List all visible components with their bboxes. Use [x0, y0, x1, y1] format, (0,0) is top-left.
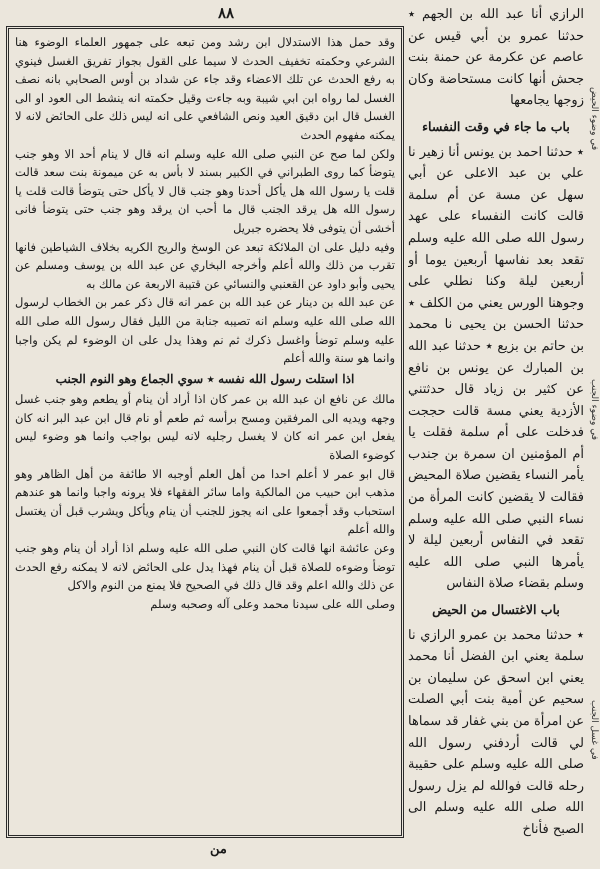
page-number: ٨٨	[218, 4, 235, 22]
commentary-section-title: اذا استلت رسول الله نفسه ٭ سوي الجماع وهو النوم الجنب	[55, 371, 355, 386]
main-text-column	[408, 4, 584, 854]
chapter-heading: باب الاغتسال من الحيض	[432, 602, 560, 618]
margin-note: في وضوء الجنب	[589, 378, 599, 440]
commentary-paragraph: مالك عن نافع ان عبد الله بن عمر كان اذا أراد أن ينام أو يطعم وهو جنب غسل وجهه ويديه الى المرفقين ومسح برأسه ثم طعم أو نام قال ابن عبد البر انه كان يفعل ابن عمر انه كان لا يغسل رجليه لانه ليس بواجب وانما هو وضوء ليس كوضوء الصلاة	[15, 392, 395, 463]
commentary-frame	[6, 26, 404, 838]
margin-note: في وضوء الحيض	[589, 86, 599, 150]
main-paragraph: ٭ حدثنا احمد بن يونس أنا زهير نا علي بن عبد الاعلى عن أبي سهل عن مسة عن أم سلمة قالت كانت النفساء على عهد رسول الله صلى الله عليه وسلم تقعد بعد نفاسها أربعين يوما أو أربعين ليلة وكنا نطلي على وجوهنا الورس يعني من الكلف ٭ حدثنا الحسن بن يحيى نا محمد بن حاتم بن بزيع ٭ حدثنا عبد الله بن المبارك عن يونس بن نافع عن كثير بن زياد قال حدثتني الأزدية يعني مسة قالت حججت فدخلت على أم سلمة فقلت يا أم المؤمنين ان سمرة بن جندب يأمر النساء يقضين صلاة المحيض فقالت لا يقضين كانت المرأة من نساء النبي صلى الله عليه وسلم تقعد في النفاس أربعين ليلة لا يأمرها النبي صلى الله عليه وسلم بقضاء صلاة النفاس	[408, 144, 584, 592]
main-paragraph: ٭ حدثنا محمد بن عمرو الرازي نا سلمة يعني ابن الفضل أنا محمد يعني ابن اسحق عن سليمان بن سحيم عن أمية بنت أبي الصلت عن امرأة من بني غفار قد سماها لي قالت أردفني رسول الله صلى الله عليه وسلم على حقيبة رحله قالت فوالله لم يزل رسول الله صلى الله عليه وسلم الى الصبح فأناخ	[408, 627, 584, 837]
commentary-text	[15, 33, 395, 613]
chapter-heading: باب ما جاء في وقت النفساء	[422, 118, 570, 134]
commentary-paragraph: وعن عائشة انها قالت كان النبي صلى الله عليه وسلم اذا أراد أن ينام وهو جنب توضأ وضوءه للصلاة قبل أن ينام فهذا يدل على الحائض لانه لا يمكنه رفع الحدث عن ذلك والله اعلم وقد قال ذلك في الصحيح فلا يمنع من النوم والاكل	[15, 541, 395, 593]
commentary-footer: وصلى الله على سيدنا محمد وعلى آله وصحبه وسلم	[150, 596, 395, 611]
margin-note: في غسل الجنب	[589, 700, 599, 760]
commentary-paragraph: وفيه دليل على ان الملائكة تبعد عن الوسخ والريح الكريه بخلاف الشياطين فانها تقرب من ذلك والله أعلم وأخرجه البخاري عن عبد الله بن يوسف ومسلم عن يحيى وأبو داود عن القعنبي والنسائي عن قتيبة الاربعة عن مالك به	[15, 239, 395, 291]
main-paragraph: الرازي أنا عبد الله بن الجهم ٭ حدثنا عمرو بن أبي قيس عن عاصم عن عكرمة عن حمنة بنت جحش أنها كانت مستحاضة وكان زوجها يجامعها	[408, 7, 584, 109]
commentary-paragraph: ولكن لما صح عن النبي صلى الله عليه وسلم انه قال لا ينام أحد الا وهو جنب يتوضأ كما روى الطبراني في الكبير بسند لا بأس به عن ميمونة بنت سعد قالت قلت يا رسول الله هل يأكل أحدنا وهو جنب قال لا يأكل حتى يتوضأ قالت قلت يا رسول الله هل يرقد الجنب قال ما أحب ان يرقد وهو جنب حتى يتوضأ فانى أخشى أن يتوفى فلا يحضره جبريل	[15, 146, 395, 235]
commentary-paragraph: قال ابو عمر لا أعلم احدا من أهل العلم أوجبه الا طائفة من أهل الظاهر وهو مذهب ابن حبيب من المالكية واما سائر الفقهاء فلا يرونه واجبا وانما هو عندهم استحباب وقد أجمعوا على انه يجوز للجنب أن ينام ويأكل ويشرب قبل أن يغتسل والله أعلم	[15, 466, 395, 537]
commentary-paragraph: عن عبد الله بن دينار عن عبد الله بن عمر انه قال ذكر عمر بن الخطاب لرسول الله صلى الله عليه وسلم انه تصيبه جنابة من الليل فقال رسول الله صلى الله عليه وسلم توضأ واغسل ذكرك ثم نم وهذا يدل على ان الوضوء لم يكن واجبا وانما هو سنة والله أعلم	[15, 295, 395, 366]
commentary-paragraph: وقد حمل هذا الاستدلال ابن رشد ومن تبعه على جمهور العلماء الوضوء هنا الشرعي وحكمته تخفيف الحدث لا سيما على القول بجواز تفريق الغسل فينوي به رفع الحدث عن تلك الاعضاء وقد جاء عن شداد بن أوس الصحابي بانه نصف الغسل لما رواه ابن ابي شيبة وبه جاءت وقيل حكمته انه ينشط الى العود او الى الغسل قال ابن دقيق العيد ونص الشافعي على انه ليس ذلك على الحائض لانه لا يمكنه مفهوم الحدث	[15, 35, 395, 142]
page-signature: من	[210, 842, 227, 857]
